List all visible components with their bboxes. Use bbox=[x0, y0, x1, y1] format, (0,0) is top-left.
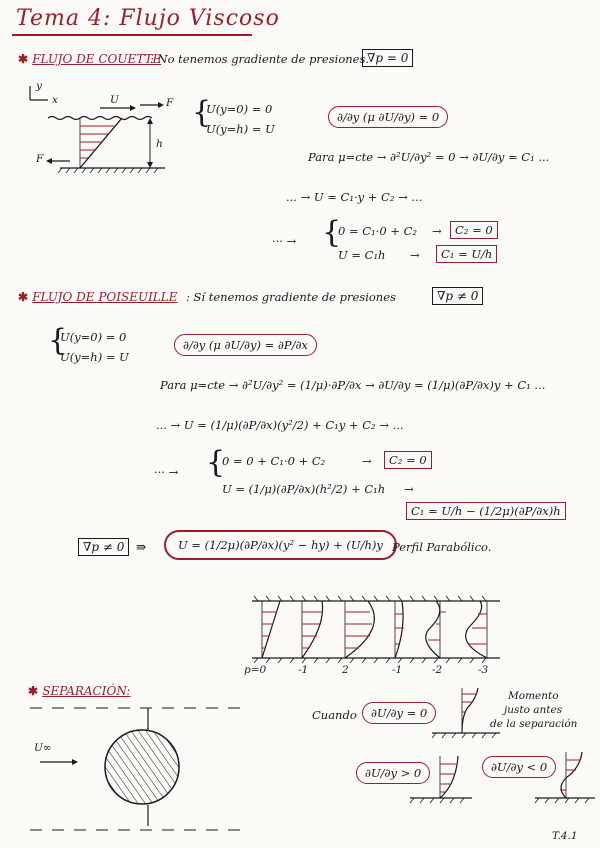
couette-profile-arrows bbox=[80, 126, 114, 158]
profile-pm1 bbox=[395, 601, 403, 658]
poiseuille-bc2: U(y=h) = U bbox=[60, 350, 129, 364]
couette-gradient-box: ∇p = 0 bbox=[362, 49, 413, 67]
couette-sys2: U = C₁h bbox=[338, 248, 386, 262]
separation-moment-2: justo antes bbox=[504, 704, 563, 716]
poiseuille-result-c1: C₁ = U/h − (1/2μ)(∂P/∂x)h bbox=[406, 502, 566, 520]
couette-bc1: U(y=0) = 0 bbox=[206, 102, 273, 116]
couette-u-label: U bbox=[110, 94, 119, 106]
poiseuille-sys-prefix: ··· → bbox=[154, 465, 179, 479]
final-velocity-profile: U = (1/2μ)(∂P/∂x)(y² − hy) + (U/h)y bbox=[164, 530, 397, 560]
poiseuille-res1-arrow: → bbox=[362, 454, 372, 468]
poiseuille-sys1: 0 = 0 + C₁·0 + C₂ bbox=[222, 454, 326, 468]
poiseuille-sys-brace: { bbox=[206, 445, 226, 480]
profile-label-5: -3 bbox=[478, 664, 489, 676]
profile-p1 bbox=[302, 601, 323, 658]
poiseuille-governing-eq: ∂/∂y (μ ∂U/∂y) = ∂P/∂x bbox=[174, 334, 317, 356]
profile-label-0: p=0 bbox=[244, 664, 267, 676]
poiseuille-note: : Sí tenemos gradiente de presiones bbox=[186, 290, 396, 304]
poiseuille-step2: ... → U = (1/μ)(∂P/∂x)(y²/2) + C₁y + C₂ → ... bbox=[156, 418, 404, 432]
profile-pm3 bbox=[466, 601, 487, 658]
profile-label-2: 2 bbox=[342, 664, 349, 676]
poiseuille-heading: ✱ FLUJO DE POISEUILLE bbox=[18, 290, 178, 304]
couette-res1-arrow: → bbox=[432, 224, 442, 238]
separation-moment-1: Momento bbox=[508, 690, 559, 702]
separation-cond-zero: ∂U/∂y = 0 bbox=[362, 702, 436, 724]
profile-p0 bbox=[262, 601, 280, 658]
couette-step1: Para μ=cte → ∂²U/∂y² = 0 → ∂U/∂y = C₁ ... bbox=[308, 150, 550, 164]
poiseuille-bc-brace: { bbox=[48, 323, 68, 358]
profile-label-4: -2 bbox=[432, 664, 443, 676]
poiseuille-result-c2: C₂ = 0 bbox=[384, 451, 432, 469]
couette-bc-brace: { bbox=[192, 95, 212, 130]
couette-heading: ✱ FLUJO DE COUETTE bbox=[18, 52, 162, 66]
separation-cond-negative: ∂U/∂y < 0 bbox=[482, 756, 556, 778]
final-note: Perfil Parabólico. bbox=[392, 540, 492, 554]
couette-f-top-label: F bbox=[166, 97, 174, 109]
sep-moment-profile bbox=[462, 688, 478, 733]
separation-heading: ✱ SEPARACIÓN: bbox=[28, 684, 131, 698]
couette-sys-prefix: ··· → bbox=[272, 234, 297, 248]
couette-top-plate bbox=[48, 117, 152, 120]
sep-neg-profile bbox=[561, 752, 582, 798]
page-title: Tema 4: Flujo Viscoso bbox=[16, 6, 280, 31]
poiseuille-bc1: U(y=0) = 0 bbox=[60, 330, 127, 344]
poiseuille-res2-arrow: → bbox=[404, 482, 414, 496]
separation-when: Cuando bbox=[312, 708, 357, 722]
poiseuille-sys2: U = (1/μ)(∂P/∂x)(h²/2) + C₁h bbox=[222, 482, 386, 496]
couette-note: : No tenemos gradiente de presiones. bbox=[150, 52, 370, 66]
separation-moment-3: de la separación bbox=[490, 718, 578, 730]
profiles-wall-hatch bbox=[254, 596, 486, 663]
final-implies-arrow: ⇛ bbox=[136, 540, 147, 554]
separation-cond-positive: ∂U/∂y > 0 bbox=[356, 762, 430, 784]
couette-res2-arrow: → bbox=[410, 248, 420, 262]
profile-p2 bbox=[345, 601, 374, 658]
couette-bottom-hatch bbox=[58, 168, 158, 173]
poiseuille-heading-text: FLUJO DE POISEUILLE bbox=[32, 290, 178, 304]
final-gradient-box: ∇p ≠ 0 bbox=[78, 538, 129, 556]
separation-cylinder bbox=[105, 730, 179, 804]
couette-x-label: x bbox=[52, 94, 58, 106]
poiseuille-step1: Para μ=cte → ∂²U/∂y² = (1/μ)·∂P/∂x → ∂U/∂y = (1/μ)(∂P/∂x)y + C₁ ... bbox=[160, 378, 546, 392]
separation-uinf-label: U∞ bbox=[34, 742, 52, 754]
profile-label-3: -1 bbox=[392, 664, 403, 676]
profile-pm2 bbox=[426, 601, 440, 658]
separation-heading-text: SEPARACIÓN: bbox=[42, 684, 131, 698]
couette-governing-eq: ∂/∂y (μ ∂U/∂y) = 0 bbox=[328, 106, 448, 128]
page-number: T.4.1 bbox=[552, 830, 578, 842]
couette-y-label: y bbox=[36, 80, 42, 92]
poiseuille-gradient-box: ∇p ≠ 0 bbox=[432, 287, 483, 305]
couette-sys1: 0 = C₁·0 + C₂ bbox=[338, 224, 418, 238]
couette-heading-text: FLUJO DE COUETTE bbox=[32, 52, 162, 66]
couette-sys-brace: { bbox=[322, 215, 342, 250]
couette-h-label: h bbox=[156, 138, 163, 150]
couette-result-c2: C₂ = 0 bbox=[450, 221, 498, 239]
couette-f-bottom-label: F bbox=[36, 153, 44, 165]
couette-result-c1: C₁ = U/h bbox=[436, 245, 497, 263]
couette-step2: ... → U = C₁·y + C₂ → ... bbox=[286, 190, 423, 204]
profile-label-1: -1 bbox=[298, 664, 309, 676]
couette-bc2: U(y=h) = U bbox=[206, 122, 275, 136]
